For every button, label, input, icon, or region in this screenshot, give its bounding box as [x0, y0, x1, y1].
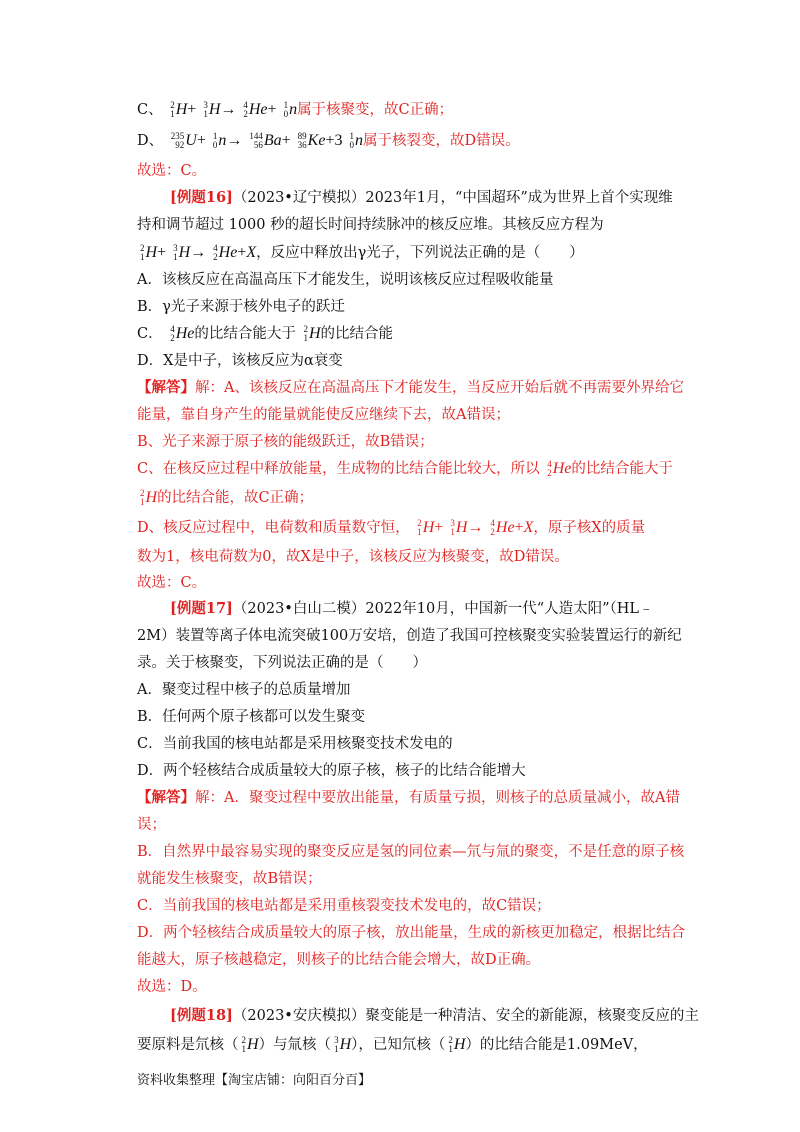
text: 解：A、该核反应在高温高压下才能发生，当反应开始后就不再需要外界给它 [195, 380, 684, 396]
nuclide-n1: 1 0 [283, 100, 289, 120]
text: 的比结合能 [320, 326, 394, 342]
nuclide-h2: 2 1 [140, 243, 145, 263]
q16-line3 [137, 242, 682, 264]
equation: 2 1 H+ 3 1 H→ 4 2 He+X [417, 518, 534, 538]
equation: 4 2 He [547, 459, 572, 479]
q16-option-c [137, 323, 682, 345]
ans16-line3: B、光子来源于原子核的能级跃迁，故B错误； [137, 434, 434, 450]
q17-tag: [例题17] [170, 600, 233, 617]
q17-title-line [170, 598, 715, 620]
ans17-line4: 就能发生核聚变，故B错误； [137, 871, 322, 887]
nuclide-n1: 1 0 [349, 131, 354, 151]
ans17-line6: D．两个轻核结合成质量较大的原子核，放出能量，生成的新核更加稳定，根据比结合 [137, 925, 686, 941]
ans16-line6 [137, 517, 682, 539]
equation: 2 1 H+ 3 1 H→ 4 2 He+ 1 0 n [170, 100, 298, 120]
text: 解：A．聚变过程中要放出能量，有质量亏损，则核子的总质量减小，故A错 [195, 790, 680, 806]
q18-line2 [137, 1034, 682, 1056]
nuclide-he4: 4 2 [547, 459, 552, 479]
nuclide-h3: 3 1 [450, 518, 455, 538]
text: 的比结合能，故C正确； [157, 490, 314, 506]
prev-option-c [137, 99, 682, 121]
page-footer: 资料收集整理【淘宝店铺：向阳百分百】 [137, 1073, 372, 1088]
nuclide-he4: 4 2 [490, 518, 495, 538]
nuclide-h2: 2 1 [140, 488, 145, 508]
q18-text: （2023•安庆模拟）聚变能是一种清洁、安全的新能源，核聚变反应的主 [232, 1008, 699, 1024]
option-d-verdict: 属于核裂变，故D错误。 [362, 133, 520, 149]
q17-option-c: C．当前我国的核电站都是采用核聚变技术发电的 [137, 736, 453, 752]
nuclide-he4: 4 2 [243, 100, 248, 120]
ans17-line8: 故选：D。 [137, 979, 207, 995]
nuclide-h2: 2 1 [303, 324, 308, 344]
q16-option-b: B．γ光子来源于核外电子的跃迁 [137, 299, 345, 315]
nuclide-h3: 3 1 [203, 100, 208, 120]
text: ）的比结合能是1.09MeV， [465, 1037, 648, 1053]
equation: 3 1 H [334, 1035, 352, 1055]
q16-option-a: A．该核反应在高温高压下才能发生，说明该核反应过程吸收能量 [137, 272, 554, 288]
nuclide-h3: 3 1 [334, 1035, 339, 1055]
ans16-line5 [137, 487, 682, 509]
q17-text: （2023•白山二模）2022年10月，中国新一代“人造太阳”（HL﹣ [232, 601, 654, 617]
nuclide-h2: 2 1 [241, 1035, 246, 1055]
ans16-line1 [137, 377, 682, 399]
ans17-line5: C．当前我国的核电站都是采用重核裂变技术发电的，故C错误； [137, 898, 551, 914]
answer-tag: 【解答】 [137, 789, 195, 806]
ans16-line2: 能量，靠自身产生的能量就能使反应继续下去，故A错误； [137, 407, 510, 423]
text: ）与氚核（ [258, 1037, 332, 1053]
ans17-line2: 误； [137, 817, 166, 833]
text: D、核反应过程中，电荷数和质量数守恒， [137, 520, 410, 536]
q17-option-d: D．两个轻核结合成质量较大的原子核，核子的比结合能增大 [137, 763, 526, 779]
equation: 4 2 He [170, 324, 195, 344]
equation: 235 92 U+ 1 0 n→ 144 56 Ba+ 89 36 Ke+3 1 0 n [170, 131, 363, 151]
q18-tag: [例题18] [170, 1007, 233, 1024]
q17-option-b: B．任何两个原子核都可以发生聚变 [137, 709, 366, 725]
prev-answer: 故选：C。 [137, 163, 207, 179]
q16-line2: 持和调节超过 1000 秒的超长时间持续脉冲的核反应堆。其核反应方程为 [137, 217, 604, 233]
ans16-line4 [137, 458, 682, 480]
ans17-line3: B．自然界中最容易实现的聚变反应是氢的同位素—氘与氚的聚变，不是任意的原子核 [137, 844, 685, 860]
label: D、 [137, 133, 164, 149]
prev-option-d [137, 130, 682, 152]
option-c-verdict: 属于核聚变，故C正确； [297, 102, 454, 118]
ans16-line8: 故选：C。 [137, 575, 207, 591]
nuclide-ba144: 144 56 [249, 131, 263, 151]
equation: 2 1 H [303, 324, 321, 344]
nuclide-n1: 1 0 [212, 131, 218, 151]
q16-option-d: D．X是中子，该核反应为α衰变 [137, 353, 343, 369]
label: C、 [137, 102, 163, 118]
nuclide-h2: 2 1 [417, 518, 422, 538]
ans16-line7: 数为1，核电荷数为0，故X是中子，该核反应为核聚变，故D错误。 [137, 549, 569, 565]
equation: 2 1 H [140, 488, 158, 508]
text: 要原料是氘核（ [137, 1037, 239, 1053]
nuclide-h2: 2 1 [448, 1035, 453, 1055]
nuclide-u235: 235 92 [170, 131, 185, 151]
nuclide-he4: 4 2 [170, 324, 175, 344]
ans17-line1 [137, 787, 682, 809]
label: C． [137, 326, 163, 342]
equation: 2 1 H [448, 1035, 466, 1055]
q18-title-line [170, 1005, 715, 1027]
ans17-line7: 能越大，原子核越稳定，则核子的比结合能会增大，故D正确。 [137, 952, 541, 968]
nuclide-h3: 3 1 [173, 243, 178, 263]
answer-tag: 【解答】 [137, 379, 195, 396]
text: 的比结合能大于 [194, 326, 296, 342]
q16-title-line [170, 187, 715, 209]
equation: 2 1 H [241, 1035, 259, 1055]
text: 的比结合能大于 [571, 461, 673, 477]
q17-line3: 录。关于核聚变，下列说法正确的是（ ） [137, 655, 427, 671]
q16-text: ，反应中释放出γ光子，下列说法正确的是（ ） [256, 245, 584, 261]
text: ），已知氘核（ [351, 1037, 446, 1053]
text: ，原子核X的质量 [533, 520, 646, 536]
nuclide-he4: 4 2 [213, 243, 218, 263]
q17-line2: 2M）装置等离子体电流突破100万安培，创造了我国可控核聚变实验装置运行的新纪 [137, 628, 682, 644]
text: C、在核反应过程中释放能量，生成物的比结合能比较大，所以 [137, 461, 540, 477]
q16-text: （2023•辽宁模拟）2023年1月，“中国超环”成为世界上首个实现维 [232, 190, 673, 206]
nuclide-h2: 2 1 [170, 100, 175, 120]
equation: 2 1 H+ 3 1 H→ 4 2 He+X [140, 243, 257, 263]
q17-option-a: A．聚变过程中核子的总质量增加 [137, 682, 351, 698]
q16-tag: [例题16] [170, 189, 233, 206]
nuclide-kr89: 89 36 [297, 131, 307, 151]
